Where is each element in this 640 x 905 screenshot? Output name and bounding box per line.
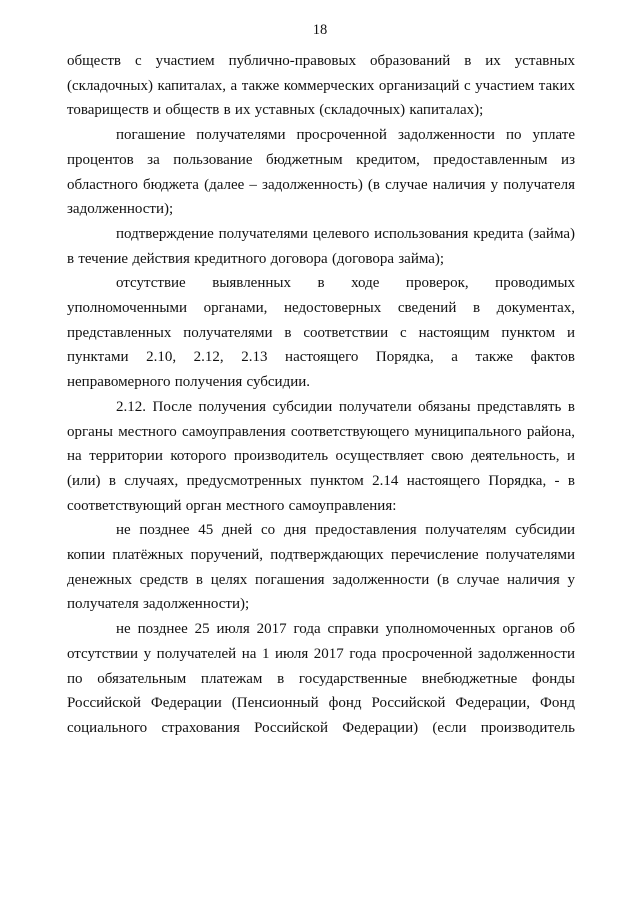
paragraph-4: отсутствие выявленных в ходе проверок, проводимых уполномоченными органами, недостоверных сведений в документах, представленных получателями в соответствии с настоящим пунктом и пунктами 2.10, 2.12, 2.13 настоящего Порядка, а также фактов неправомерного получения субсидии.	[67, 275, 575, 391]
paragraph-3: подтверждение получателями целевого использования кредита (займа) в течение действия кредитного договора (договора займа);	[67, 225, 575, 267]
paragraph-7: не позднее 25 июля 2017 года справки уполномоченных органов об отсутствии у получателей на 1 июля 2017 года просроченной задолженности по обязательным платежам в государственные внебюджетные фонды Российской Федерации (Пенсионный фонд Российской Федерации, Фонд социального страхования Российской Федерации) (если производитель	[67, 621, 575, 736]
paragraph-2: погашение получателями просроченной задолженности по уплате процентов за пользование бюджетным кредитом, предоставленным из областного бюджета (далее – задолженность) (в случае наличия у получателя задолженности);	[67, 127, 575, 218]
document-body	[67, 49, 575, 741]
paragraph-6: не позднее 45 дней со дня предоставления получателям субсидии копии платёжных поручений, подтверждающих перечисление получателями денежных средств в целях погашения задолженности (в случае наличия у получателя задолженности);	[67, 522, 575, 613]
page-number: 18	[312, 22, 328, 38]
paragraph-5: 2.12. После получения субсидии получатели обязаны представлять в органы местного самоуправления соответствующего муниципального района, на территории которого производитель осуществляет свою деятельность, и (или) в случаях, предусмотренных пунктом 2.14 настоящего Порядка, - в соответствующий орган местного самоуправления:	[67, 398, 575, 514]
paragraph-1: обществ с участием публично-правовых образований в их уставных (складочных) капиталах, а также коммерческих организаций с участием таких товариществ и обществ в их уставных (складочных) капиталах);	[67, 53, 575, 119]
